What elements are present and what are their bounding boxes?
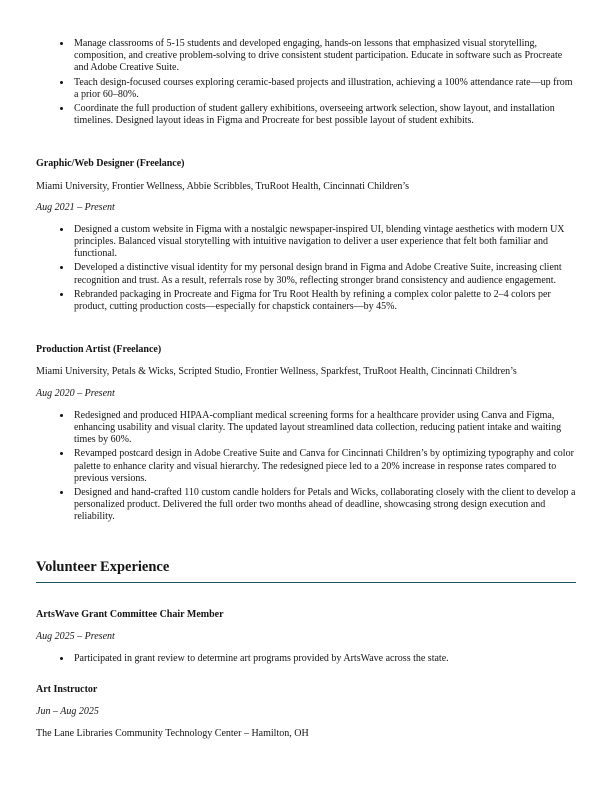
bullet-item: • Designed and hand-crafted 110 custom candle holders for Petals and Wicks, collaborating closely with the client to develop a personalized product. Delivered the full order two months ahead of deadline, showcasing strong design execution and reliability. (72, 487, 576, 524)
job-bullet-list (36, 410, 576, 524)
job-dates: Aug 2020 – Present (36, 387, 115, 399)
bullet-item: • Manage classrooms of 5-15 students and developed engaging, hands-on lessons that emphasized visual storytelling, composition, and creative problem-solving to drive consistent student participation. Educate in software such as Procreate and Adobe Creative Suite. (72, 38, 576, 75)
volunteer-dates: Jun – Aug 2025 (36, 705, 99, 717)
volunteer-experience-heading: Volunteer Experience (36, 559, 170, 576)
volunteer-entry-artswave (36, 609, 576, 666)
bullet-item: • Redesigned and produced HIPAA-compliant medical screening forms for a healthcare provider using Canva and Figma, enhancing usability and visual clarity. The updated layout streamlined data collection, reducing patient intake and waiting times by 60%. (72, 410, 576, 447)
bullet-item: • Developed a distinctive visual identity for my personal design brand in Figma and Adobe Creative Suite, increasing client recognition and trust. As a result, referrals rose by 30%, reflecting stronger brand consistency and audience engagement. (72, 262, 576, 286)
job-bullet-list (36, 224, 576, 313)
section-divider-rule (36, 582, 576, 583)
job-clients: Miami University, Frontier Wellness, Abbie Scribbles, TruRoot Health, Cincinnati Children’s (36, 180, 410, 192)
job-entry-graphic-web-designer (36, 158, 576, 313)
bullet-item: • Coordinate the full production of student gallery exhibitions, overseeing artwork selection, show layout, and installation timelines. Designed layout ideas in Figma and Procreate for best possible layout of student exhibits. (72, 103, 576, 127)
bullet-item: • Rebranded packaging in Procreate and Figma for Tru Root Health by refining a complex color palette to 2–4 colors per product, cutting production costs—especially for chapstick containers—by 45%. (72, 289, 576, 313)
job-dates: Aug 2021 – Present (36, 201, 115, 213)
teaching-duties-list (36, 38, 576, 127)
job-title: Production Artist (Freelance) (36, 344, 162, 356)
volunteer-entry-art-instructor (36, 684, 576, 741)
bullet-item: • Teach design-focused courses exploring ceramic-based projects and illustration, achieving a 100% attendance rate—up from a prior 60–80%. (72, 77, 576, 101)
job-clients: Miami University, Petals & Wicks, Scripted Studio, Frontier Wellness, Sparkfest, TruRoot Health, Cincinnati Children’s (36, 366, 517, 378)
bullet-item: • Revamped postcard design in Adobe Creative Suite and Canva for Cincinnati Children’s by optimizing typography and color palette to enhance clarity and visual hierarchy. The redesigned piece led to a 20% increase in response rates compared to previous versions. (72, 448, 576, 485)
volunteer-location: The Lane Libraries Community Technology Center – Hamilton, OH (36, 728, 309, 740)
job-entry-production-artist (36, 344, 576, 523)
volunteer-title: ArtsWave Grant Committee Chair Member (36, 609, 224, 621)
job-title: Graphic/Web Designer (Freelance) (36, 158, 185, 170)
bullet-item: • Participated in grant review to determine art programs provided by ArtsWave across the state. (72, 653, 576, 665)
volunteer-title: Art Instructor (36, 683, 98, 695)
volunteer-bullet-list (36, 653, 576, 665)
volunteer-dates: Aug 2025 – Present (36, 631, 115, 643)
bullet-item: • Designed a custom website in Figma with a nostalgic newspaper-inspired UI, blending vintage aesthetics with modern UX principles. Balanced visual storytelling with intuitive navigation to deliver a user experience that felt both familiar and functional. (72, 224, 576, 261)
